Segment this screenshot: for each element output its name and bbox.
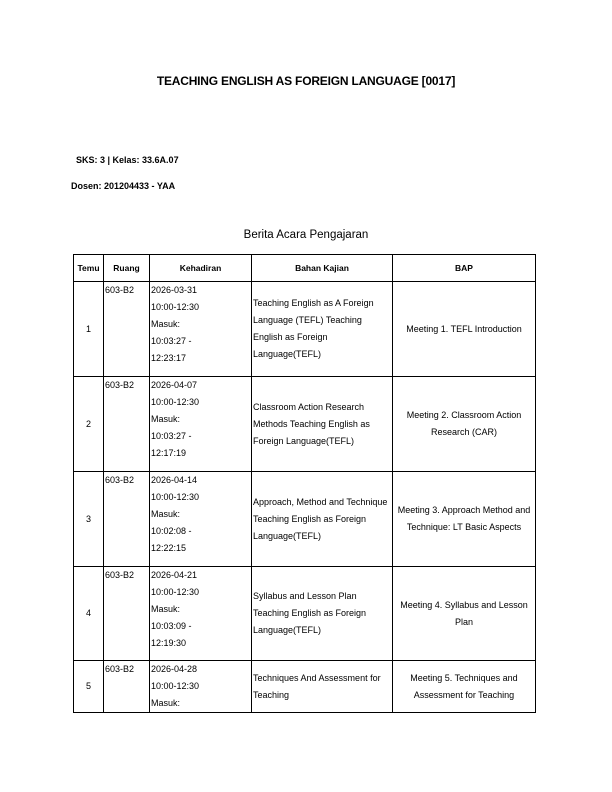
cell-bap: Meeting 5. Techniques and Assessment for Teaching xyxy=(393,661,536,713)
kehadiran-line: 10:00-12:30 xyxy=(151,302,200,312)
cell-ruang: 603-B2 xyxy=(104,472,150,567)
cell-bahan-kajian: Syllabus and Lesson Plan Teaching English as Foreign Language(TEFL) xyxy=(252,567,393,661)
section-title: Berita Acara Pengajaran xyxy=(243,229,369,241)
cell-ruang: 603-B2 xyxy=(104,661,150,713)
header-kehadiran: Kehadiran xyxy=(150,255,252,282)
cell-kehadiran xyxy=(150,567,252,661)
kehadiran-line: 2026-04-28 xyxy=(151,664,198,674)
sks-class-line: SKS: 3 | Kelas: 33.6A.07 xyxy=(76,155,179,165)
cell-temu: 4 xyxy=(74,567,104,661)
lecturer-line: Dosen: 201204433 - YAA xyxy=(71,181,176,191)
cell-kehadiran xyxy=(150,472,252,567)
table-row xyxy=(74,661,536,713)
cell-kehadiran xyxy=(150,282,252,377)
kehadiran-line: Masuk: xyxy=(151,509,181,519)
cell-kehadiran xyxy=(150,661,252,713)
header-ruang: Ruang xyxy=(104,255,150,282)
header-temu: Temu xyxy=(74,255,104,282)
kehadiran-line: 10:00-12:30 xyxy=(151,492,200,502)
cell-temu: 3 xyxy=(74,472,104,567)
kehadiran-line: 10:00-12:30 xyxy=(151,681,200,691)
cell-ruang: 603-B2 xyxy=(104,282,150,377)
table-row xyxy=(74,567,536,661)
kehadiran-line: 12:22:15 xyxy=(151,543,187,553)
kehadiran-line: Masuk: xyxy=(151,319,181,329)
header-bap: BAP xyxy=(393,255,536,282)
cell-kehadiran xyxy=(150,377,252,472)
cell-bahan-kajian: Approach, Method and Technique Teaching English as Foreign Language(TEFL) xyxy=(252,472,393,567)
kehadiran-line: 10:00-12:30 xyxy=(151,587,200,597)
cell-bahan-kajian: Techniques And Assessment for Teaching xyxy=(252,661,393,713)
cell-ruang: 603-B2 xyxy=(104,377,150,472)
table-row xyxy=(74,282,536,377)
cell-ruang: 603-B2 xyxy=(104,567,150,661)
kehadiran-line: 2026-04-07 xyxy=(151,380,198,390)
teaching-log-table xyxy=(73,254,536,713)
kehadiran-line: Masuk: xyxy=(151,698,181,708)
cell-temu: 5 xyxy=(74,661,104,713)
kehadiran-line: 10:03:27 - xyxy=(151,431,192,441)
kehadiran-line: 12:23:17 xyxy=(151,353,187,363)
header-bahan-kajian: Bahan Kajian xyxy=(252,255,393,282)
cell-bahan-kajian: Teaching English as A Foreign Language (TEFL) Teaching English as Foreign Language(TEFL) xyxy=(252,282,393,377)
kehadiran-line: Masuk: xyxy=(151,604,181,614)
kehadiran-line: 2026-04-14 xyxy=(151,475,198,485)
cell-bap: Meeting 4. Syllabus and Lesson Plan xyxy=(393,567,536,661)
cell-bap: Meeting 2. Classroom Action Research (CAR) xyxy=(393,377,536,472)
kehadiran-line: 2026-03-31 xyxy=(151,285,198,295)
cell-bap: Meeting 3. Approach Method and Technique: LT Basic Aspects xyxy=(393,472,536,567)
kehadiran-line: 10:00-12:30 xyxy=(151,397,200,407)
kehadiran-line: 12:19:30 xyxy=(151,638,187,648)
cell-temu: 2 xyxy=(74,377,104,472)
table-row xyxy=(74,377,536,472)
table-header-row xyxy=(74,255,536,282)
kehadiran-line: 12:17:19 xyxy=(151,448,187,458)
kehadiran-line: Masuk: xyxy=(151,414,181,424)
document-title: TEACHING ENGLISH AS FOREIGN LANGUAGE [0017] xyxy=(156,74,456,88)
table-row xyxy=(74,472,536,567)
cell-bap: Meeting 1. TEFL Introduction xyxy=(393,282,536,377)
cell-temu: 1 xyxy=(74,282,104,377)
kehadiran-line: 10:02:08 - xyxy=(151,526,192,536)
kehadiran-line: 10:03:09 - xyxy=(151,621,192,631)
cell-bahan-kajian: Classroom Action Research Methods Teaching English as Foreign Language(TEFL) xyxy=(252,377,393,472)
kehadiran-line: 2026-04-21 xyxy=(151,570,198,580)
kehadiran-line: 10:03:27 - xyxy=(151,336,192,346)
